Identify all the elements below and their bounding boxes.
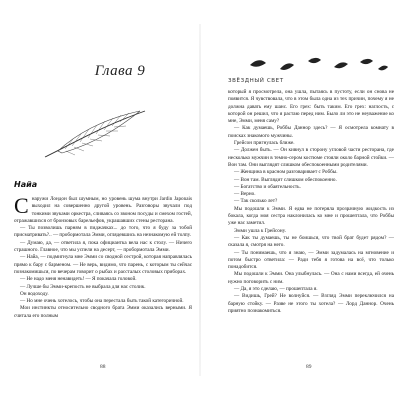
running-header: ЗВЁЗДНЫЙ СВЕТ xyxy=(228,78,284,84)
paragraph: Эмми ушла к Грейсону. xyxy=(234,227,287,234)
book-gutter xyxy=(199,24,201,376)
paragraph: Он водоходу. xyxy=(20,290,49,297)
paragraph: Грейсон пригнулась ближе. xyxy=(234,140,295,147)
paragraph: Снаружи Лондон был шумным, но уровень шума внутри Jardin Japonais выходил на совершенно другой уровень. Разговоры звучали под тонкими звуками оркестра, сливаясь со звоном посуды и смехом гостей, отражавшихся от бронзовых барельефов, украшавших стены ресторана. xyxy=(14,193,192,224)
character-name: Найа xyxy=(14,180,38,189)
paragraph: — Лучше бы Эмми-крепость не выбрала для нас столик. xyxy=(20,283,146,290)
chapter-title: Глава 9 xyxy=(94,63,146,79)
paragraph: — Да, я это сделаю, — прошептала я. xyxy=(234,286,318,293)
paragraph: — Как думаешь, Роббы Даннор здесь? — Я осмотрела комнату в поисках знакомого мужчины. xyxy=(228,125,394,139)
paragraph: — Ты понимаешь, что я знаю, — Эмми задумалась на мгновение и потом быстро ответила: — Ради тебя я готова на всё, что только понадобится. xyxy=(228,249,394,271)
paragraph: — Верно. xyxy=(234,191,256,198)
paragraph: Мы подошли к Эмми. Я едва не потеряла прозрачную жидкость из бокала, когда моя сестра наклонилась ко мне и прошептала, что Роббы уже нас заметил. xyxy=(228,205,394,227)
paragraph: — Ты позволишь парням в пиджачках... до того, что я буду за тобой присматривать?.. — пробормотала Эмми, оглядевшись на незнакомую ей толпу. xyxy=(14,225,192,239)
feather-illustration xyxy=(40,105,150,165)
drop-cap: С xyxy=(14,193,29,218)
paragraph: — Как ты думаешь, ты не боишься, что твой брат будет рядом? — сказала я, смотря на него. xyxy=(228,234,394,249)
paragraph: Мы подошли к Эмми. Она улыбнулась. — Она с нами всегда, ей очень нужно поговорить с ним. xyxy=(228,271,394,285)
paragraph: — Должен быть. — Он кивнул в сторону угловой части ресторана, где несколько мужчин в темно-сером костюме стояли около барной стойки. — Вон там. Они выглядят слишком обеспокоенными родителями. xyxy=(228,147,394,168)
page-number-left: 88 xyxy=(100,364,106,370)
paragraph: — Женщина в красном разговаривает с Роббы. xyxy=(234,169,338,176)
paragraph: — Но мне очень хотелось, чтобы она перестала быть такой категоричной. xyxy=(20,298,184,305)
paragraph: — Не надо меня ненавидеть! — Я покачала головой. xyxy=(20,276,137,283)
paragraph: — Так сколько лет? xyxy=(234,198,278,205)
page-number-right: 89 xyxy=(306,364,312,370)
falling-feathers-icon xyxy=(230,55,390,75)
paragraph: Мои инстинкты относительно сводного брата Эмми оказались верными. Я считала его полным xyxy=(14,305,192,319)
paragraph: который я просмотрела, она ушла, пытаясь в пустоту, если он снова не появится. Я чувствовала, что в этом была одна из тех причин, почему я не должна давать ему шанс. Его грех: быть таким. Его грех: наглость, с которой он решил, что я растаю перед ним. Было ли это не неуважение ко мне, Эмми, меня саму? xyxy=(228,89,394,125)
paragraph: — Богатство и обаятельность. xyxy=(234,183,301,190)
left-page-text xyxy=(14,193,192,320)
paragraph: — Найа, — подмигнула мне Эмми со сводной сестрой, которая направлялась прямо к бару с барменом. — Не верь, видимо, что парень, с которым ты сейчас познакомишься, по вечерам говорит о рыбах и рассталых столовых приборах. xyxy=(14,254,192,275)
paragraph: — Вон там. Выглядит слишком обеспокоенно. xyxy=(234,176,337,183)
right-page-text xyxy=(228,89,394,315)
paragraph: — Видишь, Грей? Не волнуйся. — Взгляд Эмми переключился на барную стойку. — Разве не этого ты хотела? — Лорд Даннор. Очень приятно познакомиться. xyxy=(228,293,394,314)
paragraph: — Думаю, да, — ответила я, пока официантка вела нас к столу. — Ничего страшного. Главное, что мы успели на десерт, — пробормотала Эмми. xyxy=(14,239,192,254)
